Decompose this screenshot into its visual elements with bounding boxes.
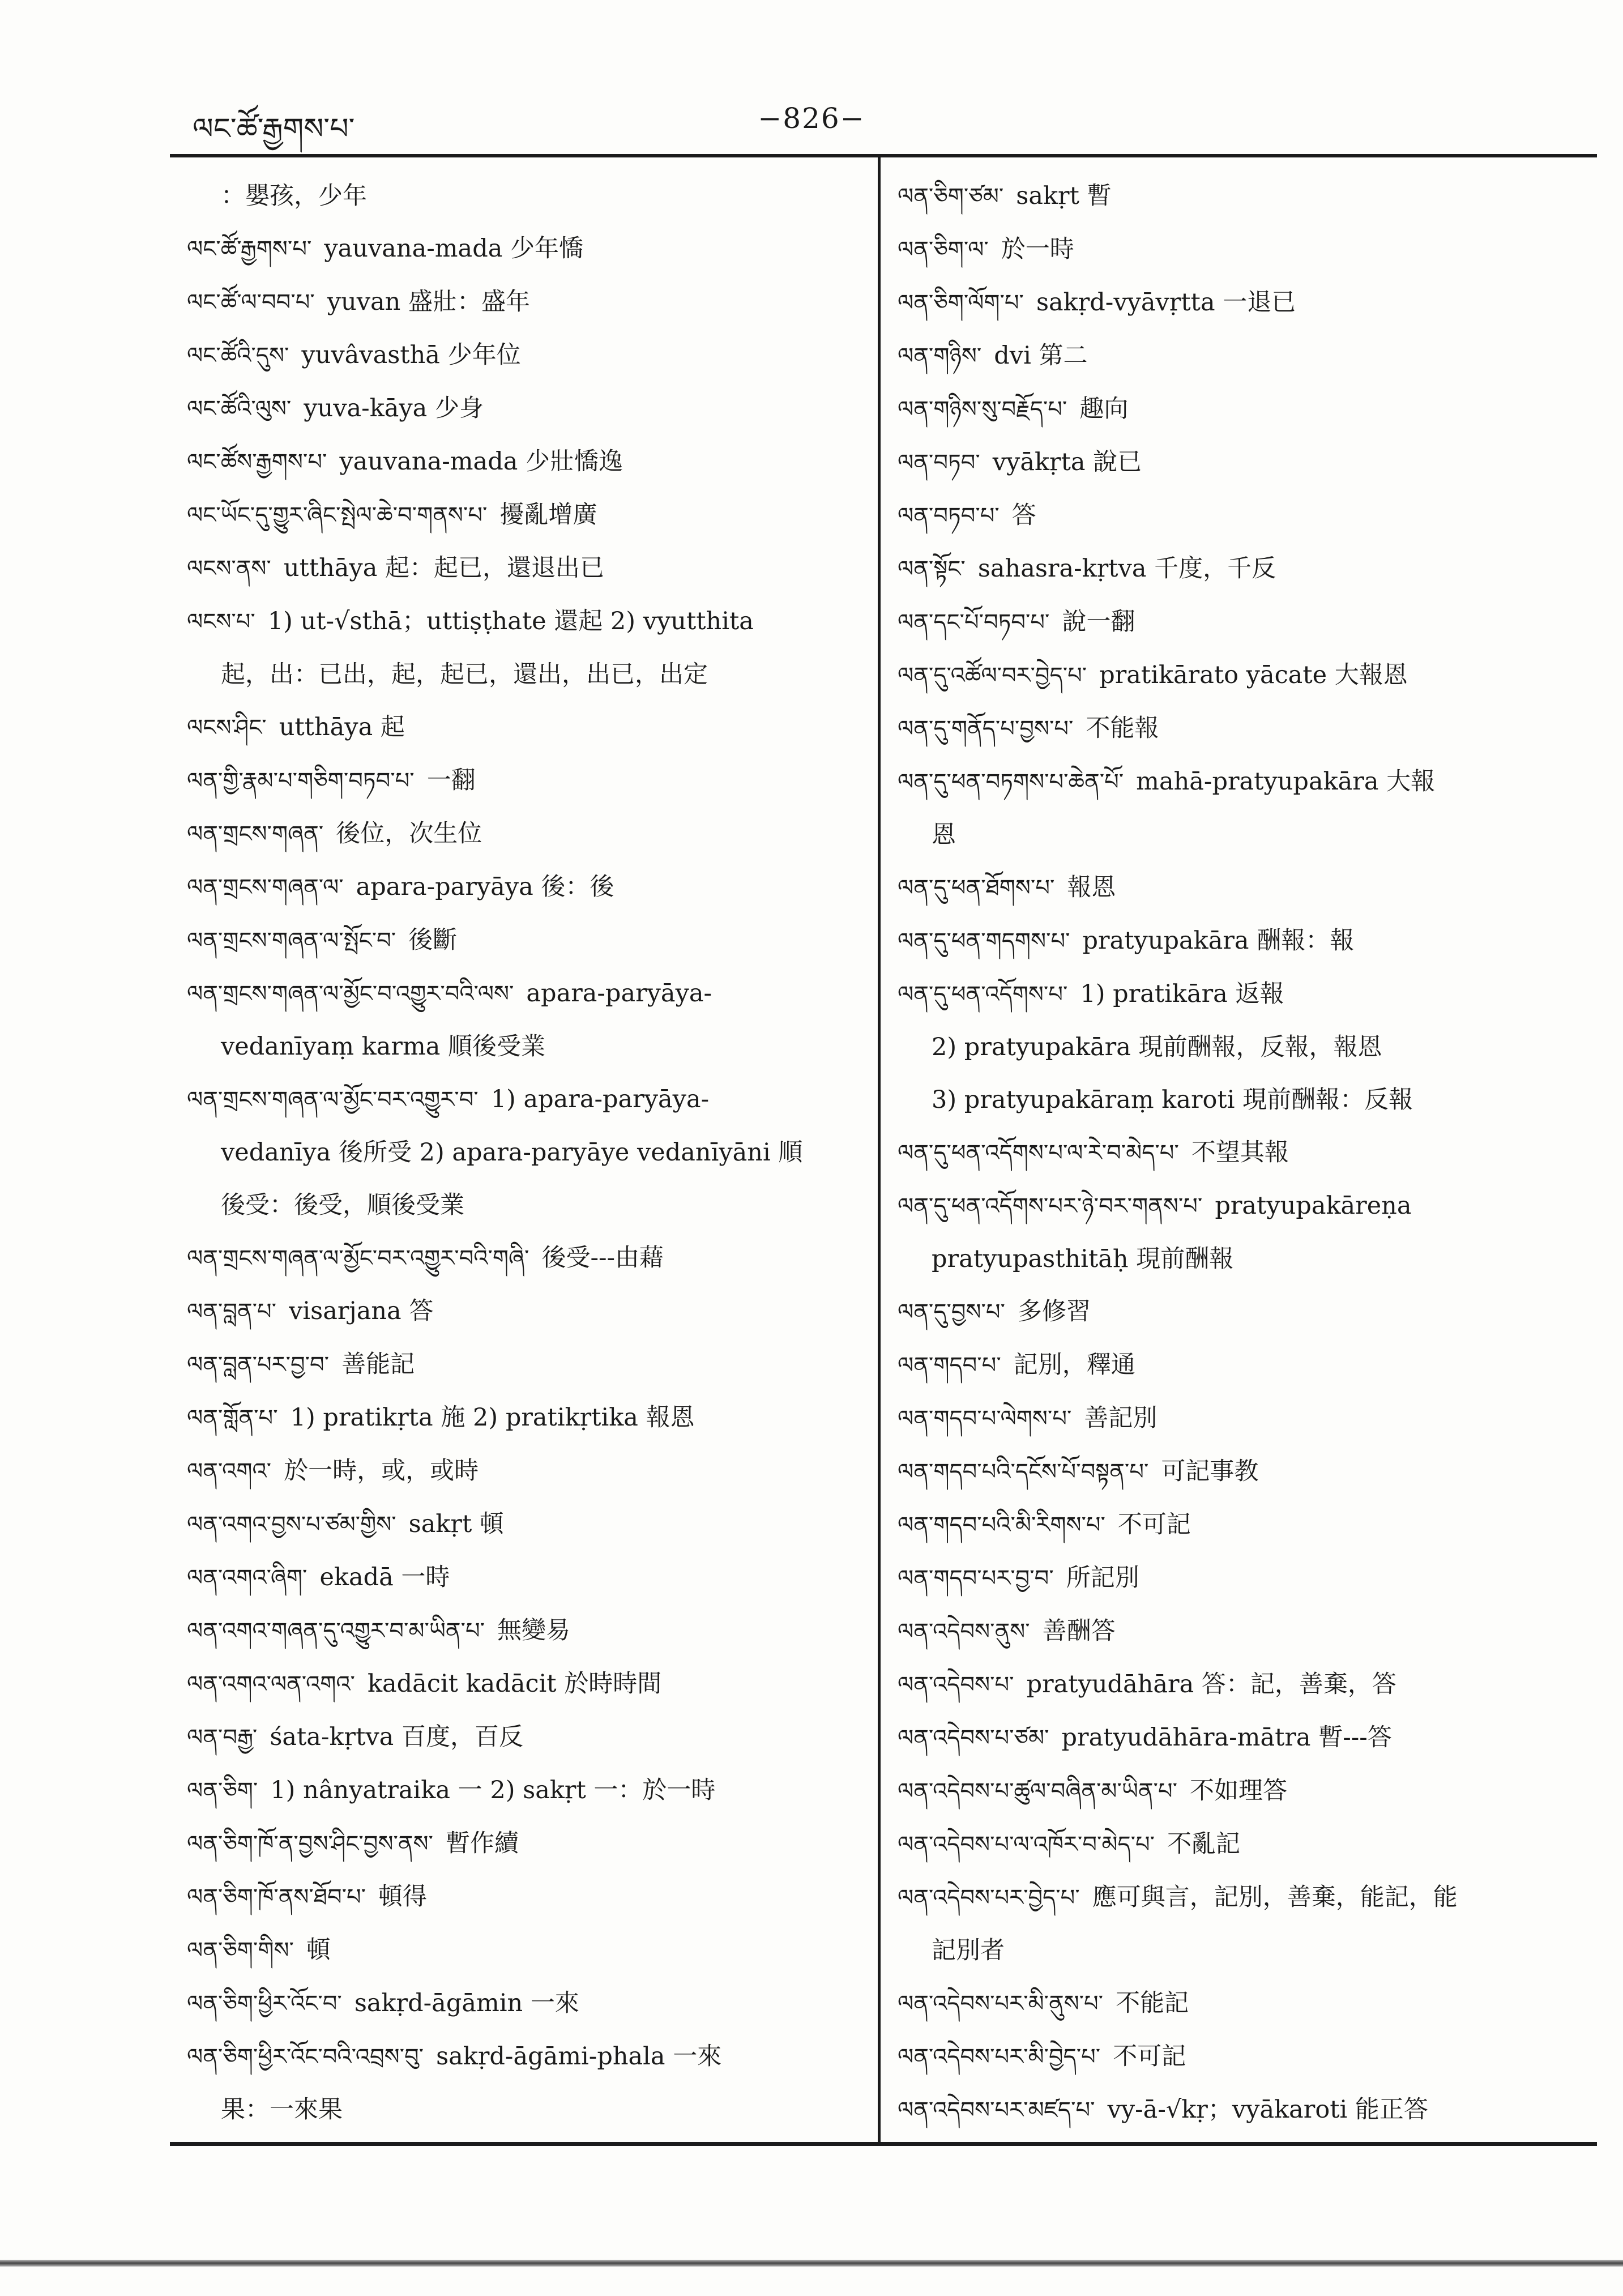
tibetan-headword: ལངས་པ་ <box>187 609 255 635</box>
tibetan-headword: ལན་བླན་པ་ <box>187 1299 277 1325</box>
dictionary-entry <box>898 1286 1586 1339</box>
entry-definition: kadācit kadācit 於時時間 <box>367 1670 662 1698</box>
entry-definition: ：嬰孩，少年 <box>221 182 367 210</box>
dictionary-entry <box>898 1765 1586 1818</box>
tibetan-headword: ལན་ཅིག་ཁོ་ནས་ཐོབ་པ་ <box>187 1884 366 1910</box>
entry-definition: yauvana-mada 少壯憍逸 <box>339 447 623 476</box>
dictionary-entry <box>187 223 861 276</box>
dictionary-entry <box>187 1764 861 1817</box>
dictionary-entry <box>898 861 1586 915</box>
entry-definition: 1) ut-√sthā；uttiṣṭhate 還起 2) vyutthita <box>267 607 754 635</box>
entry-definition: pratyudāhāra 答：記，善棄，答 <box>1026 1670 1396 1698</box>
entry-definition: dvi 第二 <box>994 342 1088 370</box>
tibetan-headword: ལང་ཡོང་དུ་གྱུར་ཞིང་སྤེལ་ཆེ་བ་གནས་པ་ <box>187 502 488 528</box>
entry-definition: ekadā 一時 <box>319 1563 450 1591</box>
dictionary-entry <box>898 1552 1586 1605</box>
dictionary-entry <box>187 595 861 648</box>
entry-definition: yuvan 盛壯：盛年 <box>327 288 531 316</box>
dictionary-entry <box>187 382 861 436</box>
tibetan-headword: ལན་བཏབ་ <box>898 450 980 476</box>
tibetan-headword: ལན་གྲངས་གཞན་ <box>187 821 324 847</box>
dictionary-entry <box>898 276 1586 330</box>
dictionary-entry <box>898 1180 1586 1233</box>
tibetan-headword: ལན་འདེབས་པ་ལ་འཁོར་བ་མེད་པ་ <box>898 1832 1155 1858</box>
tibetan-headword: ལན་སྟོང་ <box>898 556 966 582</box>
entry-definition: utthāya 起 <box>279 713 405 741</box>
entry-definition: 無變易 <box>497 1616 570 1645</box>
entry-definition: yuva-kāya 少身 <box>304 394 484 423</box>
tibetan-headword: ལན་འདེབས་པ་ཙམ་ <box>898 1725 1049 1751</box>
tibetan-headword: ལན་ཅིག་ཁོ་ན་བྱས་ཤིང་བྱས་ནས་ <box>187 1831 433 1857</box>
tibetan-headword: ལན་གྲངས་གཞན་ལ་མྱོང་བ་འགྱུར་བའི་ལས་ <box>187 981 514 1007</box>
entry-definition: 1) pratikṛta 施 2) pratikṛtika 報恩 <box>290 1403 695 1432</box>
dictionary-entry <box>898 1924 1586 1977</box>
tibetan-headword: ལན་འགའ་ལན་འགའ་ <box>187 1671 355 1697</box>
dictionary-entry <box>898 1818 1586 1871</box>
entry-definition: 後位，次生位 <box>336 820 482 848</box>
dictionary-entry <box>898 1233 1586 1286</box>
tibetan-headword: ལན་གློན་པ་ <box>187 1405 278 1431</box>
entry-definition: 答 <box>1011 501 1036 530</box>
dictionary-entry <box>898 2084 1586 2129</box>
entry-definition: 擾亂增廣 <box>499 501 597 529</box>
entry-definition: 不能記 <box>1116 1989 1189 2017</box>
tibetan-headword: ལན་གྲངས་གཞན་ལ་སྤོང་བ་ <box>187 928 396 954</box>
dictionary-entry <box>187 1126 861 1179</box>
tibetan-headword: ལན་དང་པོ་བཏབ་པ་ <box>898 609 1050 635</box>
dictionary-entry <box>187 1073 861 1126</box>
dictionary-entry <box>898 756 1586 809</box>
dictionary-entry <box>187 2084 861 2129</box>
entry-definition: apara-paryāya 後：後 <box>356 873 614 901</box>
dictionary-entry <box>187 436 861 489</box>
dictionary-entry <box>187 1498 861 1551</box>
tibetan-headword: ལན་གདབ་པའི་དངོས་པོ་བསྟན་པ་ <box>898 1459 1149 1485</box>
tibetan-headword: ལན་འདེབས་པ་ཚུལ་བཞིན་མ་ཡིན་པ་ <box>898 1778 1177 1804</box>
tibetan-headword: ལན་དུ་ཕན་འདོགས་པ་ <box>898 981 1068 1008</box>
tibetan-headword: ལན་ཅིག་ཕྱིར་འོང་བའི་འབྲས་བུ་ <box>187 2044 424 2070</box>
tibetan-headword: ལན་འདེབས་པར་མི་ནུས་པ་ <box>898 1991 1104 2017</box>
dictionary-entry <box>187 1871 861 1924</box>
dictionary-entry <box>187 170 861 223</box>
tibetan-headword: ལང་ཚོས་རྒྱགས་པ་ <box>187 449 327 475</box>
dictionary-entry <box>898 1445 1586 1499</box>
dictionary-entry <box>898 1499 1586 1552</box>
entry-definition: sakṛt 暫 <box>1016 182 1112 210</box>
tibetan-headword: ལན་ཅིག་ <box>187 1778 258 1804</box>
entry-definition: 後受---由藉 <box>541 1244 664 1272</box>
dictionary-entry <box>898 1339 1586 1392</box>
dictionary-entry <box>187 648 861 701</box>
dictionary-entry <box>898 1712 1586 1765</box>
tibetan-headword: ལན་འདེབས་པར་བྱེད་པ་ <box>898 1885 1080 1911</box>
entry-definition: 不能報 <box>1086 714 1159 742</box>
dictionary-entry <box>187 329 861 382</box>
entry-definition: pratyudāhāra-mātra 暫---答 <box>1061 1723 1392 1752</box>
dictionary-entry <box>187 1924 861 1977</box>
dictionary-entry <box>898 436 1586 489</box>
entry-definition: sakṛd-āgāmin 一來 <box>354 1989 579 2017</box>
tibetan-headword: ལང་ཚོ་ལ་བབ་པ་ <box>187 289 315 315</box>
entry-definition: 說一翻 <box>1062 608 1135 636</box>
dictionary-entry <box>898 1977 1586 2030</box>
tibetan-headword: ལན་གདབ་པའི་མི་རིགས་པ་ <box>898 1512 1105 1538</box>
dictionary-entry <box>187 276 861 329</box>
entry-definition: 善酬答 <box>1042 1617 1116 1645</box>
tibetan-headword: ལན་འདེབས་ནུས་ <box>898 1619 1030 1645</box>
entry-definition: 應可與言，記別，善棄，能記，能 <box>1092 1883 1458 1911</box>
tibetan-headword: ལང་ཚོ་རྒྱགས་པ་ <box>187 236 312 262</box>
entry-definition: yauvana-mada 少年憍 <box>324 234 584 263</box>
dictionary-entry <box>187 1392 861 1445</box>
entry-definition: vedanīya 後所受 2) apara-paryāye vedanīyāni 順 <box>221 1138 803 1167</box>
tibetan-headword: ལན་འགའ་ཞིག་ <box>187 1565 307 1591</box>
tibetan-headword: ལན་བཏབ་པ་ <box>898 503 1000 529</box>
dictionary-entry <box>187 861 861 914</box>
dictionary-entry <box>898 1658 1586 1712</box>
entry-definition: sahasra-kṛtva 千度，千反 <box>977 554 1276 583</box>
entry-definition: 後受：後受，順後受業 <box>221 1191 464 1219</box>
tibetan-headword: ལན་དུ་འཚོལ་བར་བྱེད་པ་ <box>898 663 1087 689</box>
dictionary-entry <box>898 170 1586 223</box>
entry-definition: 趣向 <box>1079 395 1129 423</box>
dictionary-entry <box>898 383 1586 436</box>
tibetan-headword: ལན་ཅིག་ལོག་པ་ <box>898 290 1024 316</box>
tibetan-headword: ལང་ཚོའི་ལུས་ <box>187 396 292 422</box>
tibetan-headword: ལན་དུ་གནོད་པ་བྱས་པ་ <box>898 716 1074 742</box>
entry-definition: 所記別 <box>1066 1564 1139 1592</box>
entry-definition: sakṛt 頓 <box>408 1510 504 1538</box>
tibetan-headword: ལན་གྲངས་གཞན་ལ་མྱོང་བར་འགྱུར་བ་ <box>187 1087 479 1113</box>
entry-definition: 恩 <box>932 821 956 849</box>
tibetan-headword: ལན་གྲངས་གཞན་ལ་ <box>187 874 344 901</box>
entry-definition: 果：一來果 <box>221 2096 343 2124</box>
dictionary-entry <box>187 489 861 542</box>
dictionary-entry <box>187 1021 861 1073</box>
entry-definition: visarjana 答 <box>289 1297 434 1325</box>
tibetan-headword: ལན་འདེབས་པ་ <box>898 1672 1014 1698</box>
entry-definition: 不可記 <box>1113 2042 1186 2071</box>
entry-definition: vy-ā-√kṛ；vyākaroti 能正答 <box>1107 2096 1428 2124</box>
tibetan-headword: ལངས་ཤིང་ <box>187 715 267 741</box>
tibetan-headword: ལན་དུ་ཕན་བཏགས་པ་ཆེན་པོ་ <box>898 769 1124 795</box>
tibetan-headword: ལན་གཉིས་སུ་བརྗོད་པ་ <box>898 396 1067 423</box>
entry-definition: apara-paryāya- <box>526 979 712 1008</box>
entry-definition: 起，出：已出，起，起已，還出，出已，出定 <box>221 660 708 689</box>
entry-definition: vyākṛta 說已 <box>992 448 1142 476</box>
entry-definition: sakṛd-āgāmi-phala 一來 <box>436 2042 722 2071</box>
entry-definition: 於一時，或，或時 <box>284 1457 479 1485</box>
entry-definition: yuvâvasthā 少年位 <box>301 341 521 369</box>
dictionary-entry <box>187 1285 861 1338</box>
dictionary-entry <box>187 1658 861 1711</box>
dictionary-entry <box>898 543 1586 596</box>
tibetan-headword: ལན་གདབ་པ་ <box>898 1352 1001 1379</box>
entry-definition: 1) apara-paryāya- <box>490 1085 710 1113</box>
entry-definition: 善記別 <box>1084 1404 1158 1432</box>
entry-definition: 一翻 <box>426 766 476 795</box>
page-number: −826− <box>758 102 865 135</box>
tibetan-headword: ལན་འགའ་བྱས་པ་ཙམ་གྱིས་ <box>187 1512 396 1538</box>
tibetan-headword: ལན་བརྒྱ་ <box>187 1725 258 1751</box>
entry-definition: 不望其報 <box>1191 1138 1289 1167</box>
dictionary-entry <box>898 1392 1586 1445</box>
entry-definition: 1) pratikāra 返報 <box>1080 980 1284 1008</box>
tibetan-headword: ལན་དུ་ཕན་གདགས་པ་ <box>898 928 1070 954</box>
entry-definition: 不亂記 <box>1167 1830 1241 1858</box>
tibetan-headword: ལན་འགའ་ <box>187 1458 272 1484</box>
tibetan-headword: ལན་འདེབས་པར་མི་བྱེད་པ་ <box>898 2044 1101 2070</box>
bottom-rule <box>170 2142 1597 2146</box>
entry-definition: 記別，釋通 <box>1013 1351 1135 1379</box>
tibetan-headword: ལན་ཅིག་ཙམ་ <box>898 183 1004 210</box>
dictionary-entry <box>898 223 1586 276</box>
entry-definition: utthāya 起：起已，還退出已 <box>283 554 604 582</box>
tibetan-headword: ལན་ཅིག་གིས་ <box>187 1937 294 1964</box>
scan-edge-strip <box>0 2260 1623 2267</box>
entry-definition: pratyupakāreṇa <box>1215 1192 1412 1220</box>
dictionary-entry <box>187 1338 861 1392</box>
tibetan-headword: ལན་གཉིས་ <box>898 343 982 369</box>
entry-definition: pratikārato yācate 大報恩 <box>1099 661 1408 689</box>
entry-definition: mahā-pratyupakāra 大報 <box>1136 767 1436 796</box>
dictionary-entry <box>187 1445 861 1498</box>
dictionary-entry <box>898 330 1586 383</box>
entry-definition: 頓得 <box>378 1883 428 1911</box>
tibetan-headword: ལན་གདབ་པར་བྱ་བ་ <box>898 1565 1054 1591</box>
running-head: ལང་ཚོ་རྒྱགས་པ་ <box>193 112 355 146</box>
tibetan-headword: ལན་གྲངས་གཞན་ལ་མྱོང་བར་འགྱུར་བའི་གཞི་ <box>187 1245 529 1271</box>
dictionary-entry <box>187 2030 861 2084</box>
tibetan-headword: ལན་བླན་པར་བྱ་བ་ <box>187 1352 330 1378</box>
entry-definition: 3) pratyupakāraṃ karoti 現前酬報：反報 <box>932 1086 1413 1114</box>
dictionary-entry <box>898 1871 1586 1924</box>
column-divider <box>878 154 881 2145</box>
dictionary-entry <box>898 489 1586 543</box>
entry-definition: 記別者 <box>932 1936 1005 1965</box>
entry-definition: pratyupakāra 酬報：報 <box>1082 927 1355 955</box>
dictionary-entry <box>187 1179 861 1232</box>
entry-definition: 不可記 <box>1117 1510 1191 1539</box>
tibetan-headword: ལན་གྱི་རྣམ་པ་གཅིག་བཏབ་པ་ <box>187 768 415 794</box>
entry-definition: pratyupasthitāḥ 現前酬報 <box>932 1245 1234 1273</box>
dictionary-entry <box>187 1711 861 1764</box>
dictionary-entry <box>187 1551 861 1604</box>
tibetan-headword: ལན་དུ་བྱས་པ་ <box>898 1299 1005 1325</box>
tibetan-headword: ལང་ཚོའི་དུས་ <box>187 343 289 369</box>
dictionary-entry <box>187 701 861 754</box>
tibetan-headword: ལན་འགའ་གཞན་དུ་འགྱུར་བ་མ་ཡིན་པ་ <box>187 1618 485 1644</box>
entry-definition: 多修習 <box>1017 1298 1091 1326</box>
dictionary-entry <box>187 967 861 1021</box>
entry-definition: 2) pratyupakāra 現前酬報，反報，報恩 <box>932 1033 1382 1061</box>
dictionary-entry <box>187 754 861 808</box>
dictionary-entry <box>898 2030 1586 2084</box>
entry-definition: 不如理答 <box>1190 1777 1287 1805</box>
tibetan-headword: ལན་ཅིག་ལ་ <box>898 237 989 263</box>
dictionary-entry <box>898 1605 1586 1658</box>
dictionary-entry <box>898 1126 1586 1180</box>
dictionary-entry <box>187 542 861 595</box>
entry-definition: sakṛd-vyāvṛtta 一退已 <box>1036 288 1296 317</box>
tibetan-headword: ལན་དུ་ཕན་ཐོགས་པ་ <box>898 875 1055 901</box>
dictionary-entry <box>187 1232 861 1285</box>
entry-definition: 善能記 <box>341 1350 415 1379</box>
right-column <box>898 170 1586 2129</box>
tibetan-headword: ལན་ཅིག་ཕྱིར་འོང་བ་ <box>187 1991 342 2017</box>
entry-definition: 1) nânyatraika 一 2) sakṛt 一：於一時 <box>270 1776 716 1804</box>
entry-definition: 暫作續 <box>445 1829 519 1858</box>
tibetan-headword: ལན་དུ་ཕན་འདོགས་པ་ལ་རེ་བ་མེད་པ་ <box>898 1140 1179 1166</box>
left-column <box>187 170 861 2129</box>
entry-definition: 於一時 <box>1001 235 1074 263</box>
entry-definition: 可記事教 <box>1161 1457 1259 1486</box>
dictionary-entry <box>187 1977 861 2030</box>
dictionary-entry <box>898 968 1586 1021</box>
entry-definition: 後斷 <box>408 926 458 954</box>
dictionary-entry <box>898 1021 1586 1074</box>
dictionary-entry <box>187 914 861 967</box>
dictionary-entry <box>898 649 1586 702</box>
tibetan-headword: ལན་དུ་ཕན་འདོགས་པར་ཉེ་བར་གནས་པ་ <box>898 1193 1203 1219</box>
dictionary-entry <box>898 702 1586 756</box>
dictionary-entry <box>187 808 861 861</box>
tibetan-headword: ལན་གདབ་པ་ལེགས་པ་ <box>898 1406 1072 1432</box>
dictionary-entry <box>187 1817 861 1871</box>
dictionary-entry <box>898 915 1586 968</box>
dictionary-entry <box>898 1074 1586 1126</box>
page-header <box>170 85 1453 147</box>
top-rule <box>170 154 1597 157</box>
dictionary-entry <box>187 1604 861 1658</box>
tibetan-headword: ལན་འདེབས་པར་མཛད་པ་ <box>898 2097 1095 2123</box>
entry-definition: 報恩 <box>1067 873 1116 902</box>
dictionary-entry <box>898 809 1586 861</box>
entry-definition: 頓 <box>306 1936 331 1964</box>
entry-definition: vedanīyaṃ karma 順後受業 <box>221 1032 546 1061</box>
entry-definition: śata-kṛtva 百度，百反 <box>270 1723 523 1751</box>
dictionary-entry <box>898 596 1586 649</box>
tibetan-headword: ལངས་ནས་ <box>187 556 271 582</box>
